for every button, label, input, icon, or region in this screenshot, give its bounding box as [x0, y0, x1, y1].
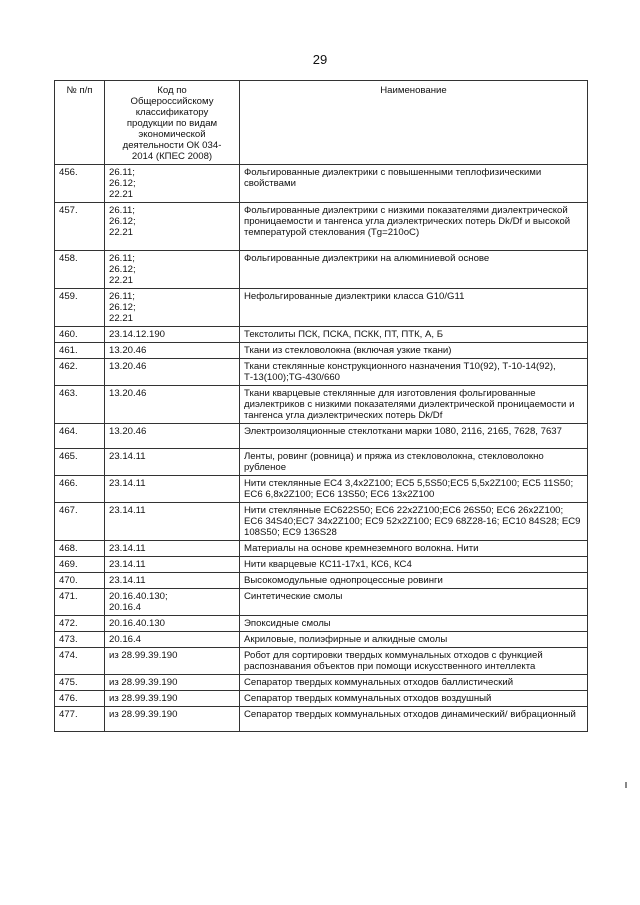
- row-name: Нити стеклянные ЕС4 3,4х2Z100; ЕС5 5,5S50;ЕС5 5,5х2Z100; ЕС5 11S50; ЕС6 6,8х2Z100; ЕС6 13S50; ЕС6 13х2Z100: [240, 476, 588, 503]
- row-code: 23.14.11: [105, 557, 240, 573]
- row-number: 472.: [55, 616, 105, 632]
- row-code: 23.14.12.190: [105, 327, 240, 343]
- margin-mark: [625, 782, 627, 788]
- row-number: 461.: [55, 343, 105, 359]
- table-row: [55, 203, 588, 251]
- row-number: 473.: [55, 632, 105, 648]
- row-number: 457.: [55, 203, 105, 251]
- row-number: 460.: [55, 327, 105, 343]
- row-code: 23.14.11: [105, 541, 240, 557]
- table-row: [55, 616, 588, 632]
- row-name: Сепаратор твердых коммунальных отходов баллистический: [240, 675, 588, 691]
- table-row: [55, 541, 588, 557]
- row-code: 20.16.4: [105, 632, 240, 648]
- row-number: 470.: [55, 573, 105, 589]
- header-code: Код по Общероссийскому классификатору продукции по видам экономической деятельности ОК 034-2014 (КПЕС 2008): [105, 81, 240, 165]
- row-name: Фольгированные диэлектрики с низкими показателями диэлектрической проницаемости и тангенса угла диэлектрических потерь Dk/Df и высокой температурой стеклования (Tg=210оС): [240, 203, 588, 251]
- row-number: 458.: [55, 251, 105, 289]
- table-row: [55, 289, 588, 327]
- row-number: 475.: [55, 675, 105, 691]
- table-row: [55, 165, 588, 203]
- table-row: [55, 632, 588, 648]
- row-number: 468.: [55, 541, 105, 557]
- table-row: [55, 449, 588, 476]
- row-name: Ткани стеклянные конструкционного назначения Т10(92), Т-10-14(92), Т-13(100);TG-430/660: [240, 359, 588, 386]
- row-code: из 28.99.39.190: [105, 675, 240, 691]
- row-code: 26.11; 26.12; 22.21: [105, 165, 240, 203]
- table-row: [55, 557, 588, 573]
- table-row: [55, 707, 588, 732]
- row-name: Робот для сортировки твердых коммунальных отходов с функцией распознавания объектов при помощи искусственного интеллекта: [240, 648, 588, 675]
- table-row: [55, 691, 588, 707]
- row-number: 465.: [55, 449, 105, 476]
- row-name: Фольгированные диэлектрики с повышенными теплофизическими свойствами: [240, 165, 588, 203]
- row-number: 476.: [55, 691, 105, 707]
- row-code: 13.20.46: [105, 359, 240, 386]
- row-name: Сепаратор твердых коммунальных отходов воздушный: [240, 691, 588, 707]
- row-name: Ткани кварцевые стеклянные для изготовления фольгированные диэлектриков с низкими показателями диэлектрической проницаемости и тангенса угла диэлектрических потерь Dk/Df: [240, 386, 588, 424]
- row-name: Нити стеклянные ЕС622S50; ЕС6 22х2Z100;ЕС6 26S50; ЕС6 26х2Z100; ЕС6 34S40;ЕС7 34х2Z100; ЕС9 52х2Z100; ЕС9 68Z28-16; ЕС10 84S28; ЕС9 108S50; ЕС9 136S28: [240, 503, 588, 541]
- row-number: 456.: [55, 165, 105, 203]
- row-code: 20.16.40.130; 20.16.4: [105, 589, 240, 616]
- row-number: 459.: [55, 289, 105, 327]
- table-row: [55, 589, 588, 616]
- row-code: 23.14.11: [105, 476, 240, 503]
- row-name: Высокомодульные однопроцессные ровинги: [240, 573, 588, 589]
- table-row: [55, 675, 588, 691]
- header-name: Наименование: [240, 81, 588, 165]
- row-number: 477.: [55, 707, 105, 732]
- row-code: 26.11; 26.12; 22.21: [105, 203, 240, 251]
- table-row: [55, 327, 588, 343]
- row-name: Эпоксидные смолы: [240, 616, 588, 632]
- row-number: 463.: [55, 386, 105, 424]
- row-name: Текстолиты ПСК, ПСКА, ПСКК, ПТ, ПТК, А, Б: [240, 327, 588, 343]
- row-name: Фольгированные диэлектрики на алюминиевой основе: [240, 251, 588, 289]
- row-name: Ленты, ровинг (ровница) и пряжа из стекловолокна, стекловолокно рубленое: [240, 449, 588, 476]
- row-number: 464.: [55, 424, 105, 449]
- row-name: Материалы на основе кремнеземного волокна. Нити: [240, 541, 588, 557]
- table-row: [55, 503, 588, 541]
- table-header-row: [55, 81, 588, 165]
- row-code: из 28.99.39.190: [105, 707, 240, 732]
- table-row: [55, 573, 588, 589]
- table-row: [55, 648, 588, 675]
- row-number: 467.: [55, 503, 105, 541]
- table-row: [55, 386, 588, 424]
- row-code: из 28.99.39.190: [105, 648, 240, 675]
- row-number: 466.: [55, 476, 105, 503]
- row-code: 23.14.11: [105, 573, 240, 589]
- table-row: [55, 359, 588, 386]
- row-code: из 28.99.39.190: [105, 691, 240, 707]
- table-row: [55, 251, 588, 289]
- row-name: Синтетические смолы: [240, 589, 588, 616]
- row-code: 23.14.11: [105, 449, 240, 476]
- row-code: 26.11; 26.12; 22.21: [105, 289, 240, 327]
- table-row: [55, 476, 588, 503]
- row-number: 474.: [55, 648, 105, 675]
- row-number: 469.: [55, 557, 105, 573]
- row-code: 13.20.46: [105, 343, 240, 359]
- row-code: 13.20.46: [105, 386, 240, 424]
- row-code: 20.16.40.130: [105, 616, 240, 632]
- page-number: 29: [312, 52, 328, 67]
- row-name: Ткани из стекловолокна (включая узкие ткани): [240, 343, 588, 359]
- header-num: № п/п: [55, 81, 105, 165]
- row-name: Электроизоляционные стеклоткани марки 1080, 2116, 2165, 7628, 7637: [240, 424, 588, 449]
- products-table: [54, 80, 588, 732]
- row-number: 471.: [55, 589, 105, 616]
- row-name: Акриловые, полиэфирные и алкидные смолы: [240, 632, 588, 648]
- row-code: 23.14.11: [105, 503, 240, 541]
- row-name: Нити кварцевые КС11-17х1, КС6, КС4: [240, 557, 588, 573]
- row-name: Сепаратор твердых коммунальных отходов динамический/ вибрационный: [240, 707, 588, 732]
- row-code: 13.20.46: [105, 424, 240, 449]
- table-row: [55, 343, 588, 359]
- row-name: Нефольгированные диэлектрики класса G10/G11: [240, 289, 588, 327]
- table-row: [55, 424, 588, 449]
- row-code: 26.11; 26.12; 22.21: [105, 251, 240, 289]
- row-number: 462.: [55, 359, 105, 386]
